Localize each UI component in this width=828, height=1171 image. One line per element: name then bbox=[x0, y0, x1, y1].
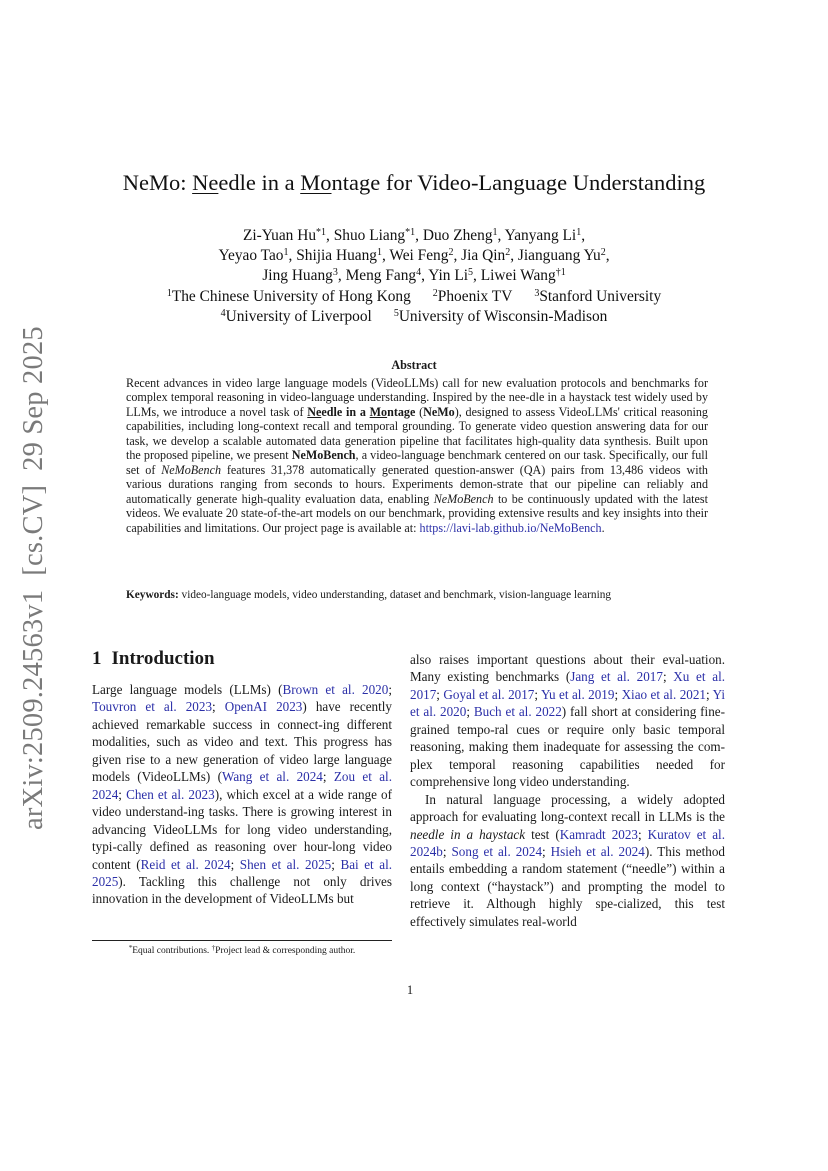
citation-link[interactable]: Yi et al. 2020 bbox=[410, 686, 726, 720]
citation-link[interactable]: Yu et al. 2019 bbox=[540, 686, 615, 702]
abstract-heading: Abstract bbox=[391, 358, 437, 372]
citation-link[interactable]: Xiao et al. 2021 bbox=[621, 686, 706, 702]
affiliation-line-1 bbox=[90, 287, 738, 307]
author-line-1: Zi-Yuan Hu$^{*1}$, Shuo Liang$^{*1}$, Duo Zheng$^1$, Yanyang Li$^1$, bbox=[242, 227, 586, 244]
affiliation: $^5$University of Wisconsin-Madison bbox=[393, 307, 608, 325]
affiliation: $^3$Stanford University bbox=[534, 287, 662, 305]
author: Wei Feng bbox=[389, 247, 449, 265]
author: Meng Fang bbox=[345, 267, 417, 285]
abstract-body: Recent advances in video large language models (VideoLLMs) call for new evaluation protocols and benchmarks for complex temporal reasoning in video-language understanding. Inspired by the nee-dle in a haystack test widely used by LLMs, we introduce a novel task of Needle in a Montage (NeMo), designed to assess VideoLLMs' critical reasoning capabilities, including long-context recall and temporal grounding. To generate video question answering data for our task, we develop a scalable automated data generation pipeline that facilitates high-quality data synthesis. Built upon the proposed pipeline, we present NeMoBench, a video-language benchmark centered on our task. Specifically, our full set of NeMoBench features 31,378 automatically generated question-answer (QA) pairs from 13,486 videos with various durations ranging from seconds to hours. Experiments demon-strate that our pipeline can reliably and automatically generate high-quality evaluation data, enabling NeMoBench to be continuously updated with the latest videos. We evaluate 20 state-of-the-art models on our benchmark, providing extensive results and key insights into their capabilities and limitations. Our project page is available at: https://lavi-lab.github.io/NeMoBench. bbox=[126, 376, 708, 535]
author-block bbox=[90, 226, 738, 327]
intro-right-column: also raises important questions about their eval-uation. Many existing benchmarks (Jang et al. 2017; Xu et al. 2017; Goyal et al. 2017; Yu et al. 2019; Xiao et al. 2021; Yi et al. 2020; Buch et al. 2022) fall short at considering fine-grained tempo-ral cues or require only basic temporal reasoning, making them inadequate for assessing the com-plex temporal reasoning capabilities needed for comprehensive long video understanding. In natural language processing, a widely adopted approach for evaluating long-context recall in LLMs is the needle in a haystack test (Kamradt 2023; Kuratov et al. 2024b; Song et al. 2024; Hsieh et al. 2024). This method entails embedding a random statement (“needle”) within a long context (“haystack”) and prompting the model to retrieve it. Although highly spe-cialized, this test effectively simulates real-world bbox=[410, 652, 726, 929]
project-page-link[interactable]: https://lavi-lab.github.io/NeMoBench bbox=[419, 520, 602, 535]
author: Zi-Yuan Hu bbox=[242, 227, 317, 244]
arxiv-date: 29 Sep 2025 bbox=[18, 326, 49, 471]
affiliation: $^4$University of Liverpool bbox=[220, 307, 372, 325]
affiliation: $^2$Phoenix TV bbox=[432, 287, 513, 305]
arxiv-id: arXiv:2509.24563v1 bbox=[18, 589, 49, 830]
citation-link[interactable]: Touvron et al. 2023 bbox=[92, 699, 213, 715]
affiliation-line-2 bbox=[90, 307, 738, 327]
affiliation: $^1$The Chinese University of Hong Kong bbox=[166, 287, 411, 305]
citation-link[interactable]: Jang et al. 2017 bbox=[570, 669, 663, 685]
author: Jianguang Yu bbox=[517, 247, 601, 265]
citation-link[interactable]: Shen et al. 2025 bbox=[239, 856, 332, 872]
keywords-label: Keywords: bbox=[126, 589, 179, 601]
citation-link[interactable]: Xu et al. 2017 bbox=[410, 669, 725, 702]
paper-title: NeMo: Needle in a Montage for Video-Language Understanding bbox=[122, 170, 706, 195]
author-line-2: Yeyao Tao$^1$, Shijia Huang$^1$, Wei Feng$^2$, Jia Qin$^2$, Jianguang Yu$^2$, bbox=[218, 247, 610, 265]
author: Yin Li bbox=[428, 267, 468, 285]
citation-link[interactable]: Song et al. 2024 bbox=[451, 843, 543, 859]
citation-link[interactable]: Kamradt 2023 bbox=[559, 826, 638, 842]
citation-link[interactable]: Zou et al. 2024 bbox=[92, 769, 392, 802]
section-title: Introduction bbox=[111, 648, 215, 669]
citation-link[interactable]: OpenAI 2023 bbox=[224, 699, 303, 715]
author: Duo Zheng bbox=[422, 227, 493, 244]
section-number: 1 bbox=[92, 648, 102, 669]
citation-link[interactable]: Buch et al. 2022 bbox=[473, 704, 562, 720]
intro-left-column: Large language models (LLMs) (Brown et al. 2020; Touvron et al. 2023; OpenAI 2023) have recently achieved remarkable success in connect-ing different modalities, such as video and text. This progress has given rise to a new generation of video large language models (VideoLLMs) (Wang et al. 2024; Zou et al. 2024; Chen et al. 2023), which excel at a wide range of video understand-ing tasks. There is growing interest in advancing VideoLLMs for long video understanding, typi-cally defined as reasoning over hour-long video content (Reid et al. 2024; Shen et al. 2025; Bai et al. 2025). Tackling this challenge not only drives innovation in the development of VideoLLMs but bbox=[92, 682, 393, 907]
citation-link[interactable]: Reid et al. 2024 bbox=[140, 856, 231, 872]
footnote: *Equal contributions. †Project lead & corresponding author. bbox=[128, 944, 356, 956]
page-number: 1 bbox=[406, 983, 414, 997]
author: Shuo Liang bbox=[333, 227, 406, 244]
author: Yeyao Tao bbox=[218, 247, 284, 265]
task-name: Needle in a Montage bbox=[307, 404, 416, 419]
author-line-3: Jing Huang$^3$, Meng Fang$^4$, Yin Li$^5$, Liwei Wang$^{\dagger 1}$ bbox=[262, 267, 566, 285]
author: Jing Huang bbox=[262, 267, 333, 285]
arxiv-category: [cs.CV] bbox=[18, 484, 49, 576]
footnote-rule bbox=[92, 940, 392, 941]
citation-link[interactable]: Wang et al. 2024 bbox=[221, 769, 323, 785]
citation-link[interactable]: Hsieh et al. 2024 bbox=[550, 843, 645, 859]
author: Liwei Wang bbox=[480, 267, 556, 285]
arxiv-stamp bbox=[18, 326, 50, 830]
keywords bbox=[126, 589, 708, 601]
author: Jia Qin bbox=[461, 247, 506, 265]
citation-link[interactable]: Brown et al. 2020 bbox=[282, 682, 389, 697]
author: Yanyang Li bbox=[504, 227, 577, 244]
citation-link[interactable]: Bai et al. 2025 bbox=[92, 856, 393, 889]
author: Shijia Huang bbox=[296, 247, 377, 265]
keywords-text: video-language models, video understanding, dataset and benchmark, vision-language learning bbox=[178, 589, 612, 601]
section-heading bbox=[92, 648, 215, 670]
citation-link[interactable]: Kuratov et al. 2024b bbox=[410, 826, 725, 859]
citation-link[interactable]: Chen et al. 2023 bbox=[126, 786, 215, 802]
citation-link[interactable]: Goyal et al. 2017 bbox=[443, 686, 535, 702]
